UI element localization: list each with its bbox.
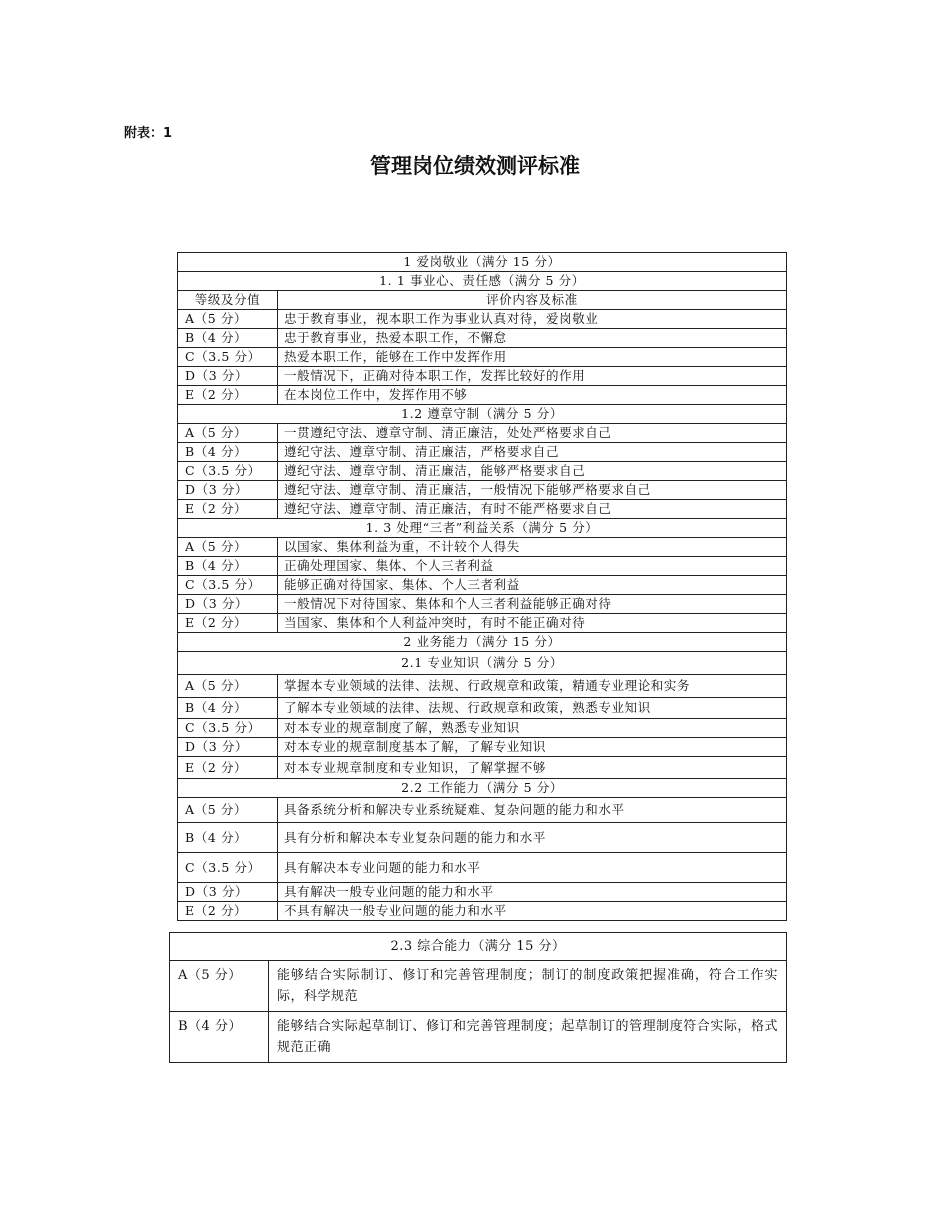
grade-row [178, 481, 787, 500]
criteria-cell: 当国家、集体和个人利益冲突时，有时不能正确对待 [278, 614, 787, 633]
grade-cell: D（3 分） [178, 595, 278, 614]
grade-cell: C（3.5 分） [178, 576, 278, 595]
section-header-row [178, 779, 787, 798]
criteria-cell: 对本专业规章制度和专业知识，了解掌握不够 [278, 757, 787, 779]
grade-cell: A（5 分） [178, 310, 278, 329]
criteria-cell: 能够结合实际制订、修订和完善管理制度；制订的制度政策把握准确，符合工作实际，科学规范 [269, 961, 787, 1012]
section-header-row [170, 933, 787, 961]
grade-cell: A（5 分） [178, 424, 278, 443]
grade-cell: E（2 分） [178, 757, 278, 779]
criteria-cell: 不具有解决一般专业问题的能力和水平 [278, 902, 787, 921]
criteria-cell: 能够正确对待国家、集体、个人三者利益 [278, 576, 787, 595]
criteria-cell: 对本专业的规章制度了解，熟悉专业知识 [278, 719, 787, 738]
criteria-cell: 一贯遵纪守法、遵章守制、清正廉洁，处处严格要求自己 [278, 424, 787, 443]
criteria-cell: 对本专业的规章制度基本了解，了解专业知识 [278, 738, 787, 757]
page-title: 管理岗位绩效测评标准 [370, 154, 580, 178]
section-header: 2.1 专业知识（满分 5 分） [178, 652, 787, 675]
criteria-cell: 遵纪守法、遵章守制、清正廉洁，有时不能严格要求自己 [278, 500, 787, 519]
grade-cell: C（3.5 分） [178, 719, 278, 738]
criteria-cell: 忠于教育事业，热爱本职工作，不懈怠 [278, 329, 787, 348]
grade-row [178, 348, 787, 367]
grade-row [178, 462, 787, 481]
criteria-cell: 一般情况下对待国家、集体和个人三者利益能够正确对待 [278, 595, 787, 614]
grade-cell: B（4 分） [178, 443, 278, 462]
section-header-row [178, 652, 787, 675]
criteria-cell: 正确处理国家、集体、个人三者利益 [278, 557, 787, 576]
criteria-cell: 掌握本专业领域的法律、法规、行政规章和政策，精通专业理论和实务 [278, 675, 787, 698]
grade-row [178, 538, 787, 557]
grade-row [178, 386, 787, 405]
section-header-row [178, 272, 787, 291]
grade-cell: E（2 分） [178, 614, 278, 633]
criteria-cell: 以国家、集体利益为重，不计较个人得失 [278, 538, 787, 557]
criteria-cell: 遵纪守法、遵章守制、清正廉洁，严格要求自己 [278, 443, 787, 462]
criteria-cell: 遵纪守法、遵章守制、清正廉洁，一般情况下能够严格要求自己 [278, 481, 787, 500]
criteria-cell: 在本岗位工作中，发挥作用不够 [278, 386, 787, 405]
grade-cell: C（3.5 分） [178, 853, 278, 883]
grade-row [178, 500, 787, 519]
criteria-cell: 具有解决一般专业问题的能力和水平 [278, 883, 787, 902]
grade-row [178, 443, 787, 462]
grade-cell: D（3 分） [178, 738, 278, 757]
column-header-grade: 等级及分值 [178, 291, 278, 310]
grade-row [178, 883, 787, 902]
grade-row [178, 902, 787, 921]
grade-row [170, 1012, 787, 1063]
grade-cell: A（5 分） [178, 538, 278, 557]
column-header-row [178, 291, 787, 310]
grade-cell: B（4 分） [178, 823, 278, 853]
grade-row [178, 757, 787, 779]
grade-cell: A（5 分） [178, 675, 278, 698]
criteria-cell: 了解本专业领域的法律、法规、行政规章和政策，熟悉专业知识 [278, 698, 787, 719]
grade-row [178, 614, 787, 633]
section-header: 1. 3 处理“三者”利益关系（满分 5 分） [178, 519, 787, 538]
grade-row [178, 576, 787, 595]
section-header: 2.2 工作能力（满分 5 分） [178, 779, 787, 798]
grade-row [178, 675, 787, 698]
grade-row [178, 310, 787, 329]
grade-cell: A（5 分） [170, 961, 269, 1012]
grade-row [178, 329, 787, 348]
criteria-cell: 忠于教育事业，视本职工作为事业认真对待，爱岗敬业 [278, 310, 787, 329]
grade-row [178, 719, 787, 738]
section-header-row [178, 519, 787, 538]
criteria-cell: 热爱本职工作，能够在工作中发挥作用 [278, 348, 787, 367]
grade-cell: E（2 分） [178, 386, 278, 405]
appendix-label: 附表：1 [124, 126, 173, 141]
grade-row [178, 557, 787, 576]
grade-cell: D（3 分） [178, 883, 278, 902]
grade-row [178, 738, 787, 757]
column-header-criteria: 评价内容及标准 [278, 291, 787, 310]
grade-cell: B（4 分） [178, 698, 278, 719]
grade-row [178, 853, 787, 883]
grade-cell: C（3.5 分） [178, 348, 278, 367]
section-header-row [178, 253, 787, 272]
grade-cell: E（2 分） [178, 902, 278, 921]
section-header: 2 业务能力（满分 15 分） [178, 633, 787, 652]
criteria-cell: 能够结合实际起草制订、修订和完善管理制度；起草制订的管理制度符合实际，格式规范正确 [269, 1012, 787, 1063]
section-header-row [178, 633, 787, 652]
grade-row [178, 595, 787, 614]
grade-row [178, 798, 787, 823]
section-header: 1 爱岗敬业（满分 15 分） [178, 253, 787, 272]
grade-cell: D（3 分） [178, 367, 278, 386]
criteria-cell: 遵纪守法、遵章守制、清正廉洁，能够严格要求自己 [278, 462, 787, 481]
grade-cell: B（4 分） [178, 329, 278, 348]
section-header: 1. 1 事业心、责任感（满分 5 分） [178, 272, 787, 291]
grade-cell: D（3 分） [178, 481, 278, 500]
grade-row [178, 698, 787, 719]
grade-cell: E（2 分） [178, 500, 278, 519]
section-header: 2.3 综合能力（满分 15 分） [170, 933, 787, 961]
grade-row [170, 961, 787, 1012]
criteria-cell: 具有解决本专业问题的能力和水平 [278, 853, 787, 883]
grade-row [178, 367, 787, 386]
grade-cell: A（5 分） [178, 798, 278, 823]
evaluation-table-comprehensive [169, 932, 787, 1063]
criteria-cell: 一般情况下，正确对待本职工作，发挥比较好的作用 [278, 367, 787, 386]
grade-cell: C（3.5 分） [178, 462, 278, 481]
criteria-cell: 具备系统分析和解决专业系统疑难、复杂问题的能力和水平 [278, 798, 787, 823]
grade-cell: B（4 分） [170, 1012, 269, 1063]
grade-cell: B（4 分） [178, 557, 278, 576]
evaluation-table-main [177, 252, 787, 921]
section-header-row [178, 405, 787, 424]
grade-row [178, 823, 787, 853]
section-header: 1.2 遵章守制（满分 5 分） [178, 405, 787, 424]
criteria-cell: 具有分析和解决本专业复杂问题的能力和水平 [278, 823, 787, 853]
grade-row [178, 424, 787, 443]
